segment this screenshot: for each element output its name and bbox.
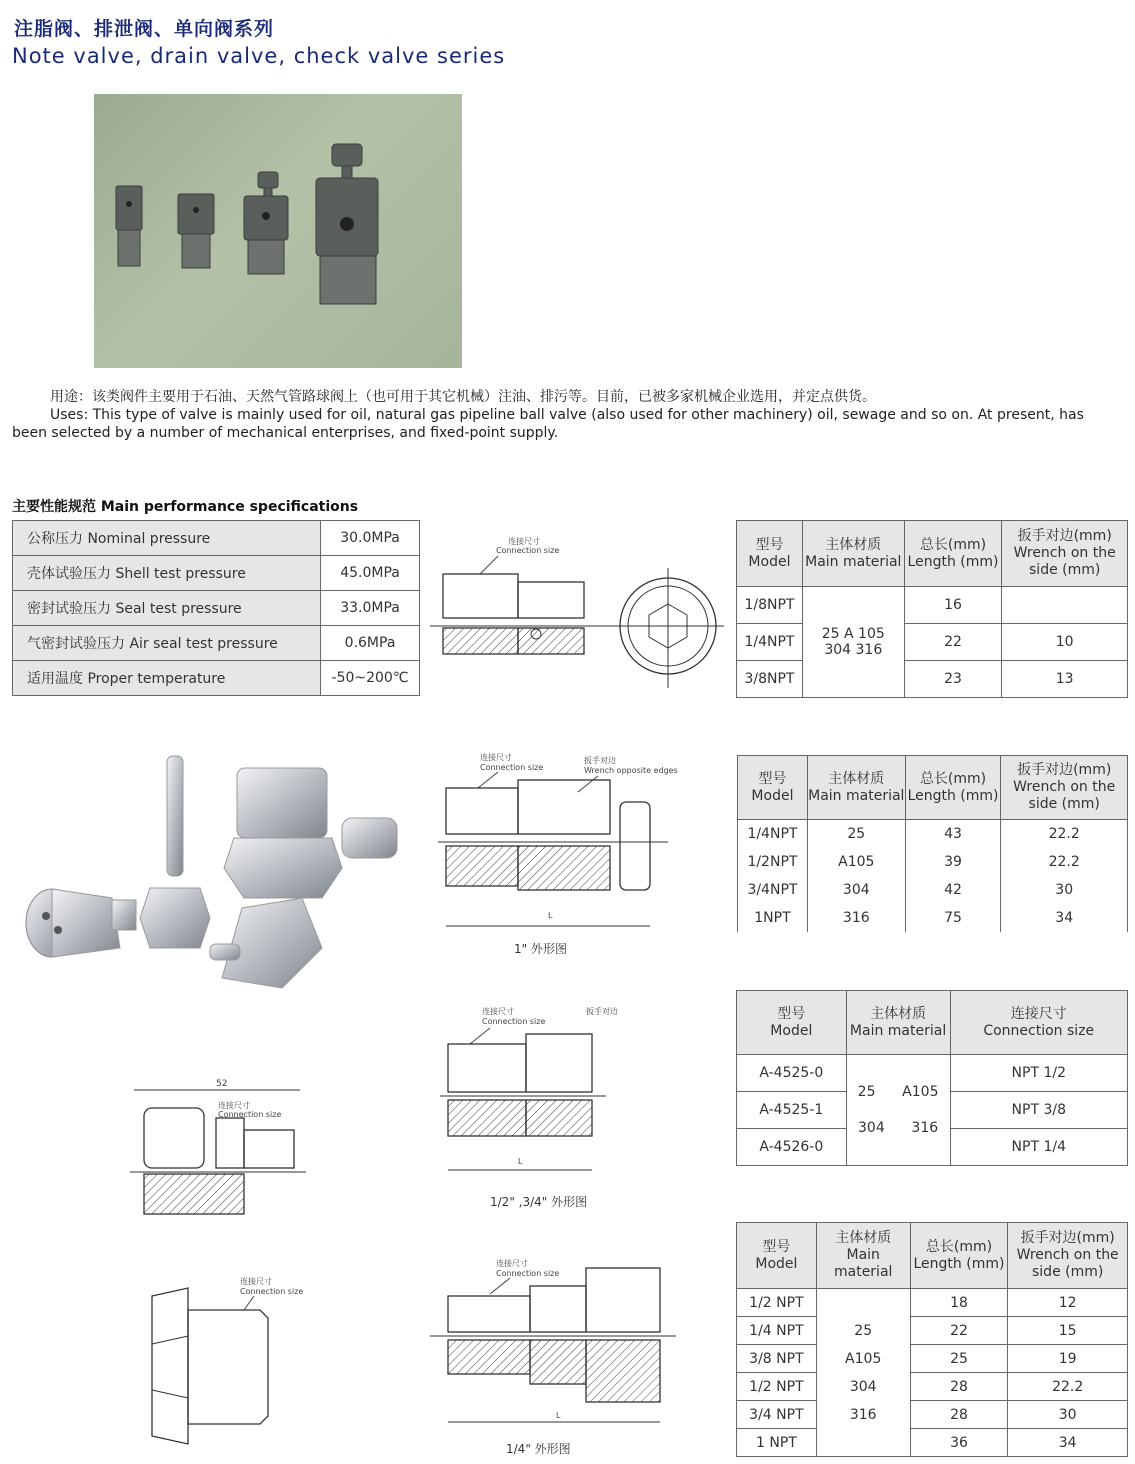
cell-material: A105	[807, 848, 905, 876]
table-row	[737, 587, 1128, 624]
drawing-note-valve	[428, 528, 728, 702]
material-line: 316	[849, 1406, 877, 1423]
spec-value: -50~200℃	[321, 661, 420, 696]
cell-length: 23	[904, 661, 1002, 698]
cell-model: 1/8NPT	[737, 587, 803, 624]
svg-text:L: L	[556, 1411, 561, 1420]
caption-quarter-in: 1/4" 外形图	[506, 1442, 571, 1456]
material-line: 25 A105	[857, 1084, 939, 1100]
cell-model: 1 NPT	[737, 1429, 817, 1457]
cell-length: 39	[905, 848, 1001, 876]
table-row	[737, 661, 1128, 698]
spec-label: 公称压力 Nominal pressure	[13, 521, 321, 556]
table-row	[738, 820, 1128, 848]
svg-text:Connection size: Connection size	[482, 1017, 546, 1026]
table-row	[738, 848, 1128, 876]
table-row	[738, 876, 1128, 904]
cell-model: 3/8 NPT	[737, 1345, 817, 1373]
svg-text:Connection size: Connection size	[480, 763, 544, 772]
dim-52: 52	[216, 1079, 228, 1089]
cell-length: 28	[910, 1373, 1008, 1401]
uses-description	[12, 388, 1122, 442]
table-row	[737, 1055, 1128, 1092]
material-line: 304 316	[824, 642, 883, 658]
cell-model: 1/2NPT	[738, 848, 808, 876]
table-row	[737, 1289, 1128, 1317]
spec-row	[13, 521, 420, 556]
cell-material	[802, 587, 904, 698]
svg-text:连接尺寸: 连接尺寸	[240, 1277, 272, 1286]
material-line: 304 316	[858, 1120, 939, 1136]
cell-length: 42	[905, 876, 1001, 904]
cell-conn: NPT 3/8	[950, 1092, 1127, 1129]
cell-model: 1/4NPT	[738, 820, 808, 848]
cell-model: A-4525-0	[737, 1055, 847, 1092]
cell-length: 22	[910, 1317, 1008, 1345]
th-wrench: 扳手对边(mm) Wrench on the side (mm)	[1002, 521, 1128, 587]
spec-row	[13, 626, 420, 661]
cell-model: 1/4NPT	[737, 624, 803, 661]
caption-1in: 1" 外形图	[514, 942, 567, 956]
material-line: 25 A 105	[821, 626, 885, 642]
table-row	[737, 1429, 1128, 1457]
cell-model: 3/8NPT	[737, 661, 803, 698]
material-line: 304	[849, 1378, 877, 1395]
spec-label: 适用温度 Proper temperature	[13, 661, 321, 696]
length-label-L: L	[548, 911, 553, 920]
uses-en: Uses: This type of valve is mainly used for oil, natural gas pipeline ball valve (also used for other machinery) oil, sewage and so on. At present, has been selected by a number of mechanical enterprises, and fixed-point supply.	[12, 407, 1084, 441]
cell-wrench	[1002, 587, 1128, 624]
conn-label-en-1: Connection size	[496, 546, 560, 555]
drawing-plug	[144, 1274, 324, 1458]
svg-text:Wrench opposite edges: Wrench opposite edges	[584, 766, 678, 775]
th-material: 主体材质 Main material	[802, 521, 904, 587]
drawing-drain-valve-1in	[438, 750, 688, 944]
cell-material: 25	[807, 820, 905, 848]
cell-model: 3/4 NPT	[737, 1401, 817, 1429]
spec-value: 45.0MPa	[321, 556, 420, 591]
material-line: 25	[854, 1322, 873, 1339]
cell-wrench: 10	[1002, 624, 1128, 661]
cell-model: 1/2 NPT	[737, 1289, 817, 1317]
svg-text:扳手对边: 扳手对边	[584, 756, 616, 765]
th-model: 型号 Model	[737, 521, 803, 587]
specs-table	[12, 520, 420, 696]
cell-wrench: 22.2	[1001, 848, 1128, 876]
material-line: A105	[845, 1350, 882, 1367]
svg-text:L: L	[518, 1157, 523, 1166]
cell-wrench: 34	[1001, 904, 1128, 932]
cell-wrench: 30	[1008, 1401, 1128, 1429]
cell-length: 18	[910, 1289, 1008, 1317]
page-title-cn: 注脂阀、排泄阀、单向阀系列	[14, 18, 275, 40]
table-note-valve	[736, 520, 1128, 698]
table-quarter-in: 型号 Model 主体材质 Main material 总长(mm) Length (mm) 扳手对边(mm) Wrench on the side (mm) 1/2 NPT 25 A105 304 316 18 12 1/4 NPT 22 15 3/8 NPT 25 19 1/2 NPT 28 22.2 3/4 NPT 28 30 1 NPT 36 34	[736, 1222, 1128, 1457]
uses-cn: 用途：该类阀件主要用于石油、天然气管路球阀上（也可用于其它机械）注油、排污等。目前，已被多家机械企业选用，并定点供货。	[50, 389, 876, 405]
spec-value: 0.6MPa	[321, 626, 420, 661]
valve-product-photo	[94, 94, 462, 368]
svg-text:连接尺寸: 连接尺寸	[496, 1259, 528, 1268]
table-check-valve: 型号 Model 主体材质 Main material 连接尺寸 Connection size A-4525-0 25 A105 304 316 NPT 1/2 A-4525-1 NPT 3/8 A-4526-0 NPT 1/4	[736, 990, 1128, 1166]
cell-model: 1NPT	[738, 904, 808, 932]
cell-wrench: 15	[1008, 1317, 1128, 1345]
spec-label: 密封试验压力 Seal test pressure	[13, 591, 321, 626]
cell-length: 36	[910, 1429, 1008, 1457]
svg-text:连接尺寸: 连接尺寸	[218, 1101, 250, 1110]
table-row	[737, 624, 1128, 661]
spec-row	[13, 591, 420, 626]
th-length: 总长(mm) Length (mm)	[904, 521, 1002, 587]
svg-text:连接尺寸: 连接尺寸	[480, 753, 512, 762]
cell-material	[846, 1055, 950, 1166]
spec-row	[13, 556, 420, 591]
cell-length: 22	[904, 624, 1002, 661]
cell-wrench: 34	[1008, 1429, 1128, 1457]
page-title-en: Note valve, drain valve, check valve series	[12, 44, 506, 68]
table-row	[737, 1401, 1128, 1429]
cell-wrench: 12	[1008, 1289, 1128, 1317]
svg-text:Connection size: Connection size	[496, 1269, 560, 1278]
svg-text:扳手对边: 扳手对边	[586, 1007, 618, 1016]
cell-conn: NPT 1/4	[950, 1129, 1127, 1166]
drawing-check-valve	[130, 1074, 310, 1228]
svg-text:Connection size: Connection size	[218, 1110, 282, 1119]
drain-valve-product-photo	[12, 748, 412, 998]
cell-model: 1/2 NPT	[737, 1373, 817, 1401]
cell-material: 316	[807, 904, 905, 932]
spec-value: 33.0MPa	[321, 591, 420, 626]
cell-length: 25	[910, 1345, 1008, 1373]
cell-conn: NPT 1/2	[950, 1055, 1127, 1092]
cell-length: 28	[910, 1401, 1008, 1429]
cell-material	[816, 1289, 910, 1457]
cell-material: 304	[807, 876, 905, 904]
svg-text:连接尺寸: 连接尺寸	[482, 1007, 514, 1016]
cell-wrench: 30	[1001, 876, 1128, 904]
conn-label-1: 连接尺寸	[508, 537, 540, 546]
spec-label: 气密封试验压力 Air seal test pressure	[13, 626, 321, 661]
table-row	[737, 1317, 1128, 1345]
table-row	[738, 904, 1128, 932]
cell-wrench: 22.2	[1008, 1373, 1128, 1401]
table-drain-valve: 型号 Model 主体材质 Main material 总长(mm) Length (mm) 扳手对边(mm) Wrench on the side (mm) 1/4NPT 25 43 22.2 1/2NPT A105 39 22.2 3/4NPT 304 42 30 1NPT 316 75 34	[737, 755, 1128, 932]
cell-model: 3/4NPT	[738, 876, 808, 904]
caption-half-3-4in: 1/2" ,3/4" 外形图	[490, 1195, 588, 1209]
cell-length: 75	[905, 904, 1001, 932]
cell-wrench: 19	[1008, 1345, 1128, 1373]
cell-model: A-4526-0	[737, 1129, 847, 1166]
cell-wrench: 22.2	[1001, 820, 1128, 848]
spec-value: 30.0MPa	[321, 521, 420, 556]
spec-label: 壳体试验压力 Shell test pressure	[13, 556, 321, 591]
table-row	[737, 1373, 1128, 1401]
drawing-drain-valve-half	[440, 1004, 618, 1188]
cell-model: A-4525-1	[737, 1092, 847, 1129]
cell-length: 43	[905, 820, 1001, 848]
cell-model: 1/4 NPT	[737, 1317, 817, 1345]
drawing-quarter-in	[430, 1256, 680, 1440]
spec-row	[13, 661, 420, 696]
table-row	[737, 1345, 1128, 1373]
specs-heading: 主要性能规范 Main performance specifications	[12, 499, 359, 515]
svg-text:Connection size: Connection size	[240, 1287, 304, 1296]
cell-wrench: 13	[1002, 661, 1128, 698]
cell-length: 16	[904, 587, 1002, 624]
